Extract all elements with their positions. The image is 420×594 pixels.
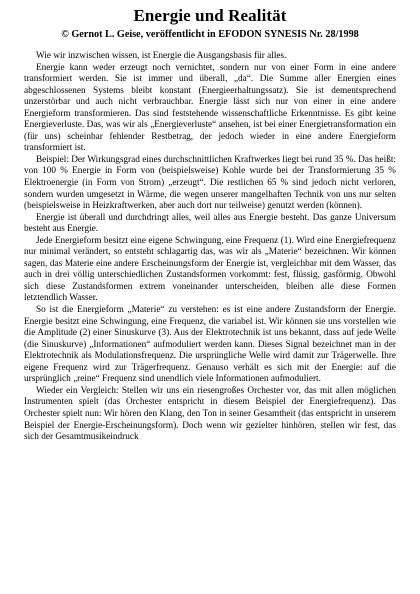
paragraph: Jede Energieform besitzt eine eigene Schwingung, eine Frequenz (1). Wird eine Energiefrequenz nur minimal verändert, so entsteht schlagartig das, was wir als „Materie“ bezeichnen. Wir können sagen, das Materie eine andere Erscheinungsform der Energie ist, vergleichbar mit dem Wasser, das auch in drei völlig unterschiedlichen Zustandsformen vorkommt: fest, flüssig, gasförmig. Obwohl sich diese Zustandsformen extrem voneinander unterscheiden, bleiben alle diese Formen letztendlich Wasser. [24,235,396,304]
paragraph: Wie wir inzwischen wissen, ist Energie die Ausgangsbasis für alles. [36,51,287,61]
document-body [24,51,396,444]
paragraph: Wieder ein Vergleich: Stellen wir uns ein riesengroßes Orchester vor, das mit allen möglichen Instrumenten spielt (das Orchester entspricht in diesem Beispiel der Energiefrequenz). Das Orchester spielt nun: Wir hören den Klang, den Ton in seiner Gesamtheit (das entspricht in unserem Beispiel der Energie-Erscheinungsform). Doch wenn wir gezielter hinhören, stellen wir fest, das sich der Gesamtmusikeindruck [24,385,396,443]
document-title: Energie und Realität [133,6,287,25]
document-subtitle: © Gernot L. Geise, veröffentlicht in EFODON SYNESIS Nr. 28/1998 [61,29,359,40]
paragraph: Beispiel: Der Wirkungsgrad eines durchschnittlichen Kraftwerkes liegt bei rund 35 %. Das heißt: von 100 % Energie in Form von (beispielsweise) Kohle wurde bei der Transformierung 35 % Elektroenergie (in Form von Strom) „erzeugt“. Die restlichen 65 % sind jedoch nicht verloren, sondern wurden umgesetzt in Wärme, die wegen unserer mangelhaften Technik von uns nur selten (beispielsweise in Heizkraftwerken, aber auch dort nur teilweise) genutzt werden (können). [24,154,396,212]
paragraph: Energie kann weder erzeugt noch vernichtet, sondern nur von einer Form in eine andere transformiert werden. Sie ist immer und überall, „da“. Die Summe aller Energien eines abgeschlossenen Systems bleibt konstant (Energieerhaltungssatz). Sie ist dementsprechend unzerstörbar und auch nicht verbrauchbar. Energie lässt sich nur von einer in eine andere Energieform transformieren. Das sind feststehende wissenschaftliche Erkenntnisse. Es gibt keine Energieverluste. Das, was wir als „Energieverluste“ ansehen, ist bei einer Energietransformation ein (für uns) scheinbar fehlender Restbetrag, der jedoch wieder in eine andere Energieform transformiert ist. [24,62,396,154]
paragraph: So ist die Energieform „Materie“ zu verstehen: es ist eine andere Zustandsform der Energie. Energie besitzt eine Schwingung, eine Frequenz, die variabel ist. Wir können sie uns vorstellen wie die Amplitude (2) einer Sinuskurve (3). Aus der Elektrotechnik ist uns bekannt, dass auf jede Welle (die Sinuskurve) „Informationen“ aufmoduliert werden kann. Dieses Signal bezeichnet man in der Elektrotechnik als Modulationsfrequenz. Die ursprüngliche Welle wird damit zur Trägerwelle. Ihre eigene Frequenz wird zur Trägerfrequenz. Genauso verhält es sich mit der Energie: auf die ursprünglich „reine“ Frequenz sind unendlich viele Informationen aufmoduliert. [24,305,396,385]
paragraph: Energie ist überall und durchdringt alles, weil alles aus Energie besteht. Das ganze Universum besteht aus Energie. [24,212,396,235]
